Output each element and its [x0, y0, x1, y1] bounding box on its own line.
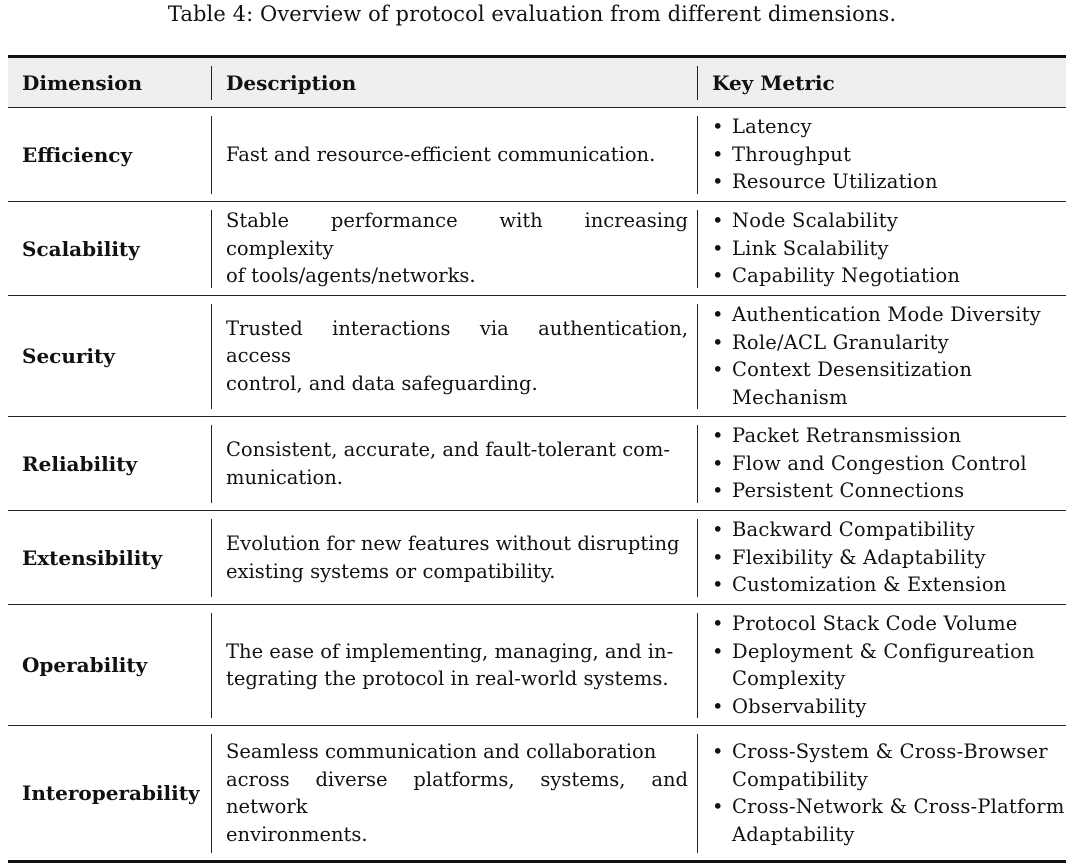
header-dimension: Dimension [8, 58, 212, 107]
metric-item: • Observability [712, 694, 867, 718]
dimension-cell [8, 511, 212, 604]
metric-cell [698, 417, 1066, 510]
header-description: Description [212, 58, 698, 107]
metric-item: • Throughput [712, 142, 852, 166]
description-cell [212, 605, 698, 725]
description-cell [212, 296, 698, 416]
metric-item: • Backward Compatibility [712, 518, 975, 542]
description-line: Fast and resource-efficient communication. [226, 142, 656, 166]
metric-cell [698, 605, 1066, 725]
description-cell [212, 202, 698, 295]
description-cell [212, 108, 698, 201]
metric-list [712, 610, 1066, 720]
table-row [8, 202, 1066, 296]
metric-item: • Link Scalability [712, 236, 889, 260]
metric-item: • Context Desensitization Mechanism [712, 358, 973, 409]
metric-cell [698, 202, 1066, 295]
description-line: The ease of implementing, managing, and in- [226, 639, 674, 663]
dimension-label: Efficiency [22, 142, 133, 167]
metric-item: • Packet Retransmission [712, 424, 962, 448]
metric-cell [698, 511, 1066, 604]
description-line: environments. [226, 822, 368, 846]
metric-item: • Cross-Network & Cross-Platform Adaptability [712, 795, 1065, 846]
table-row [8, 511, 1066, 605]
table-caption: Table 4: Overview of protocol evaluation from different dimensions. [167, 2, 897, 26]
metric-item: • Protocol Stack Code Volume [712, 612, 1018, 635]
metric-item: • Flexibility & Adaptability [712, 545, 986, 569]
metric-list [712, 301, 1066, 411]
dimension-label: Reliability [22, 451, 138, 476]
metric-item: • Resource Utilization [712, 170, 938, 194]
metric-item: • Flow and Congestion Control [712, 451, 1027, 475]
table-row [8, 605, 1066, 726]
dimension-cell [8, 108, 212, 201]
metric-list [712, 516, 1066, 599]
description-line: control, and data safeguarding. [226, 371, 538, 395]
metric-item: • Authentication Mode Diversity [712, 303, 1041, 326]
dimension-cell [8, 296, 212, 416]
metric-item: • Node Scalability [712, 209, 899, 233]
dimension-label: Extensibility [22, 545, 163, 570]
description-line: across diverse platforms, systems, and network [226, 767, 688, 818]
description-line: tegrating the protocol in real-world systems. [226, 667, 669, 690]
metric-cell [698, 296, 1066, 416]
table-bottom-rule [8, 860, 1066, 863]
metric-cell [698, 108, 1066, 201]
dimension-label: Interoperability [22, 781, 200, 805]
metric-item: • Persistent Connections [712, 479, 965, 503]
table-row [8, 296, 1066, 417]
table-row [8, 108, 1066, 202]
metric-item: • Latency [712, 115, 812, 139]
dimension-label: Security [22, 344, 115, 368]
metric-list [712, 113, 1066, 196]
header-key-metric: Key Metric [712, 70, 835, 95]
metric-item: • Role/ACL Granularity [712, 330, 949, 354]
description-line: of tools/agents/networks. [226, 264, 476, 288]
dimension-cell [8, 417, 212, 510]
dimension-cell [8, 202, 212, 295]
description-line: Consistent, accurate, and fault-tolerant com- [226, 438, 670, 461]
metric-list [712, 422, 1066, 505]
metric-list [712, 207, 1066, 290]
dimension-cell [8, 605, 212, 725]
dimension-label: Operability [22, 653, 148, 677]
description-cell [212, 417, 698, 510]
description-line: Seamless communication and collaboration [226, 740, 657, 763]
description-cell [212, 511, 698, 604]
metric-item: • Deployment & Configureation Complexity [712, 639, 1035, 690]
table-header-row [8, 58, 1066, 108]
table-row [8, 726, 1066, 860]
description-line: Stable performance with increasing complexity [226, 209, 688, 260]
metric-item: • Cross-System & Cross-Browser Compatibility [712, 740, 1048, 791]
dimension-label: Scalability [22, 236, 140, 261]
description-line: existing systems or compatibility. [226, 559, 556, 583]
metric-item: • Capability Negotiation [712, 264, 961, 288]
metric-list [712, 738, 1066, 848]
metric-cell [698, 726, 1066, 860]
description-line: Evolution for new features without disrupting [226, 532, 680, 555]
metric-item: • Customization & Extension [712, 573, 1007, 597]
description-line: munication. [226, 465, 343, 489]
table-row [8, 417, 1066, 511]
description-line: Trusted interactions via authentication, access [226, 316, 688, 368]
evaluation-table [8, 55, 1066, 863]
dimension-cell [8, 726, 212, 860]
description-cell [212, 726, 698, 860]
